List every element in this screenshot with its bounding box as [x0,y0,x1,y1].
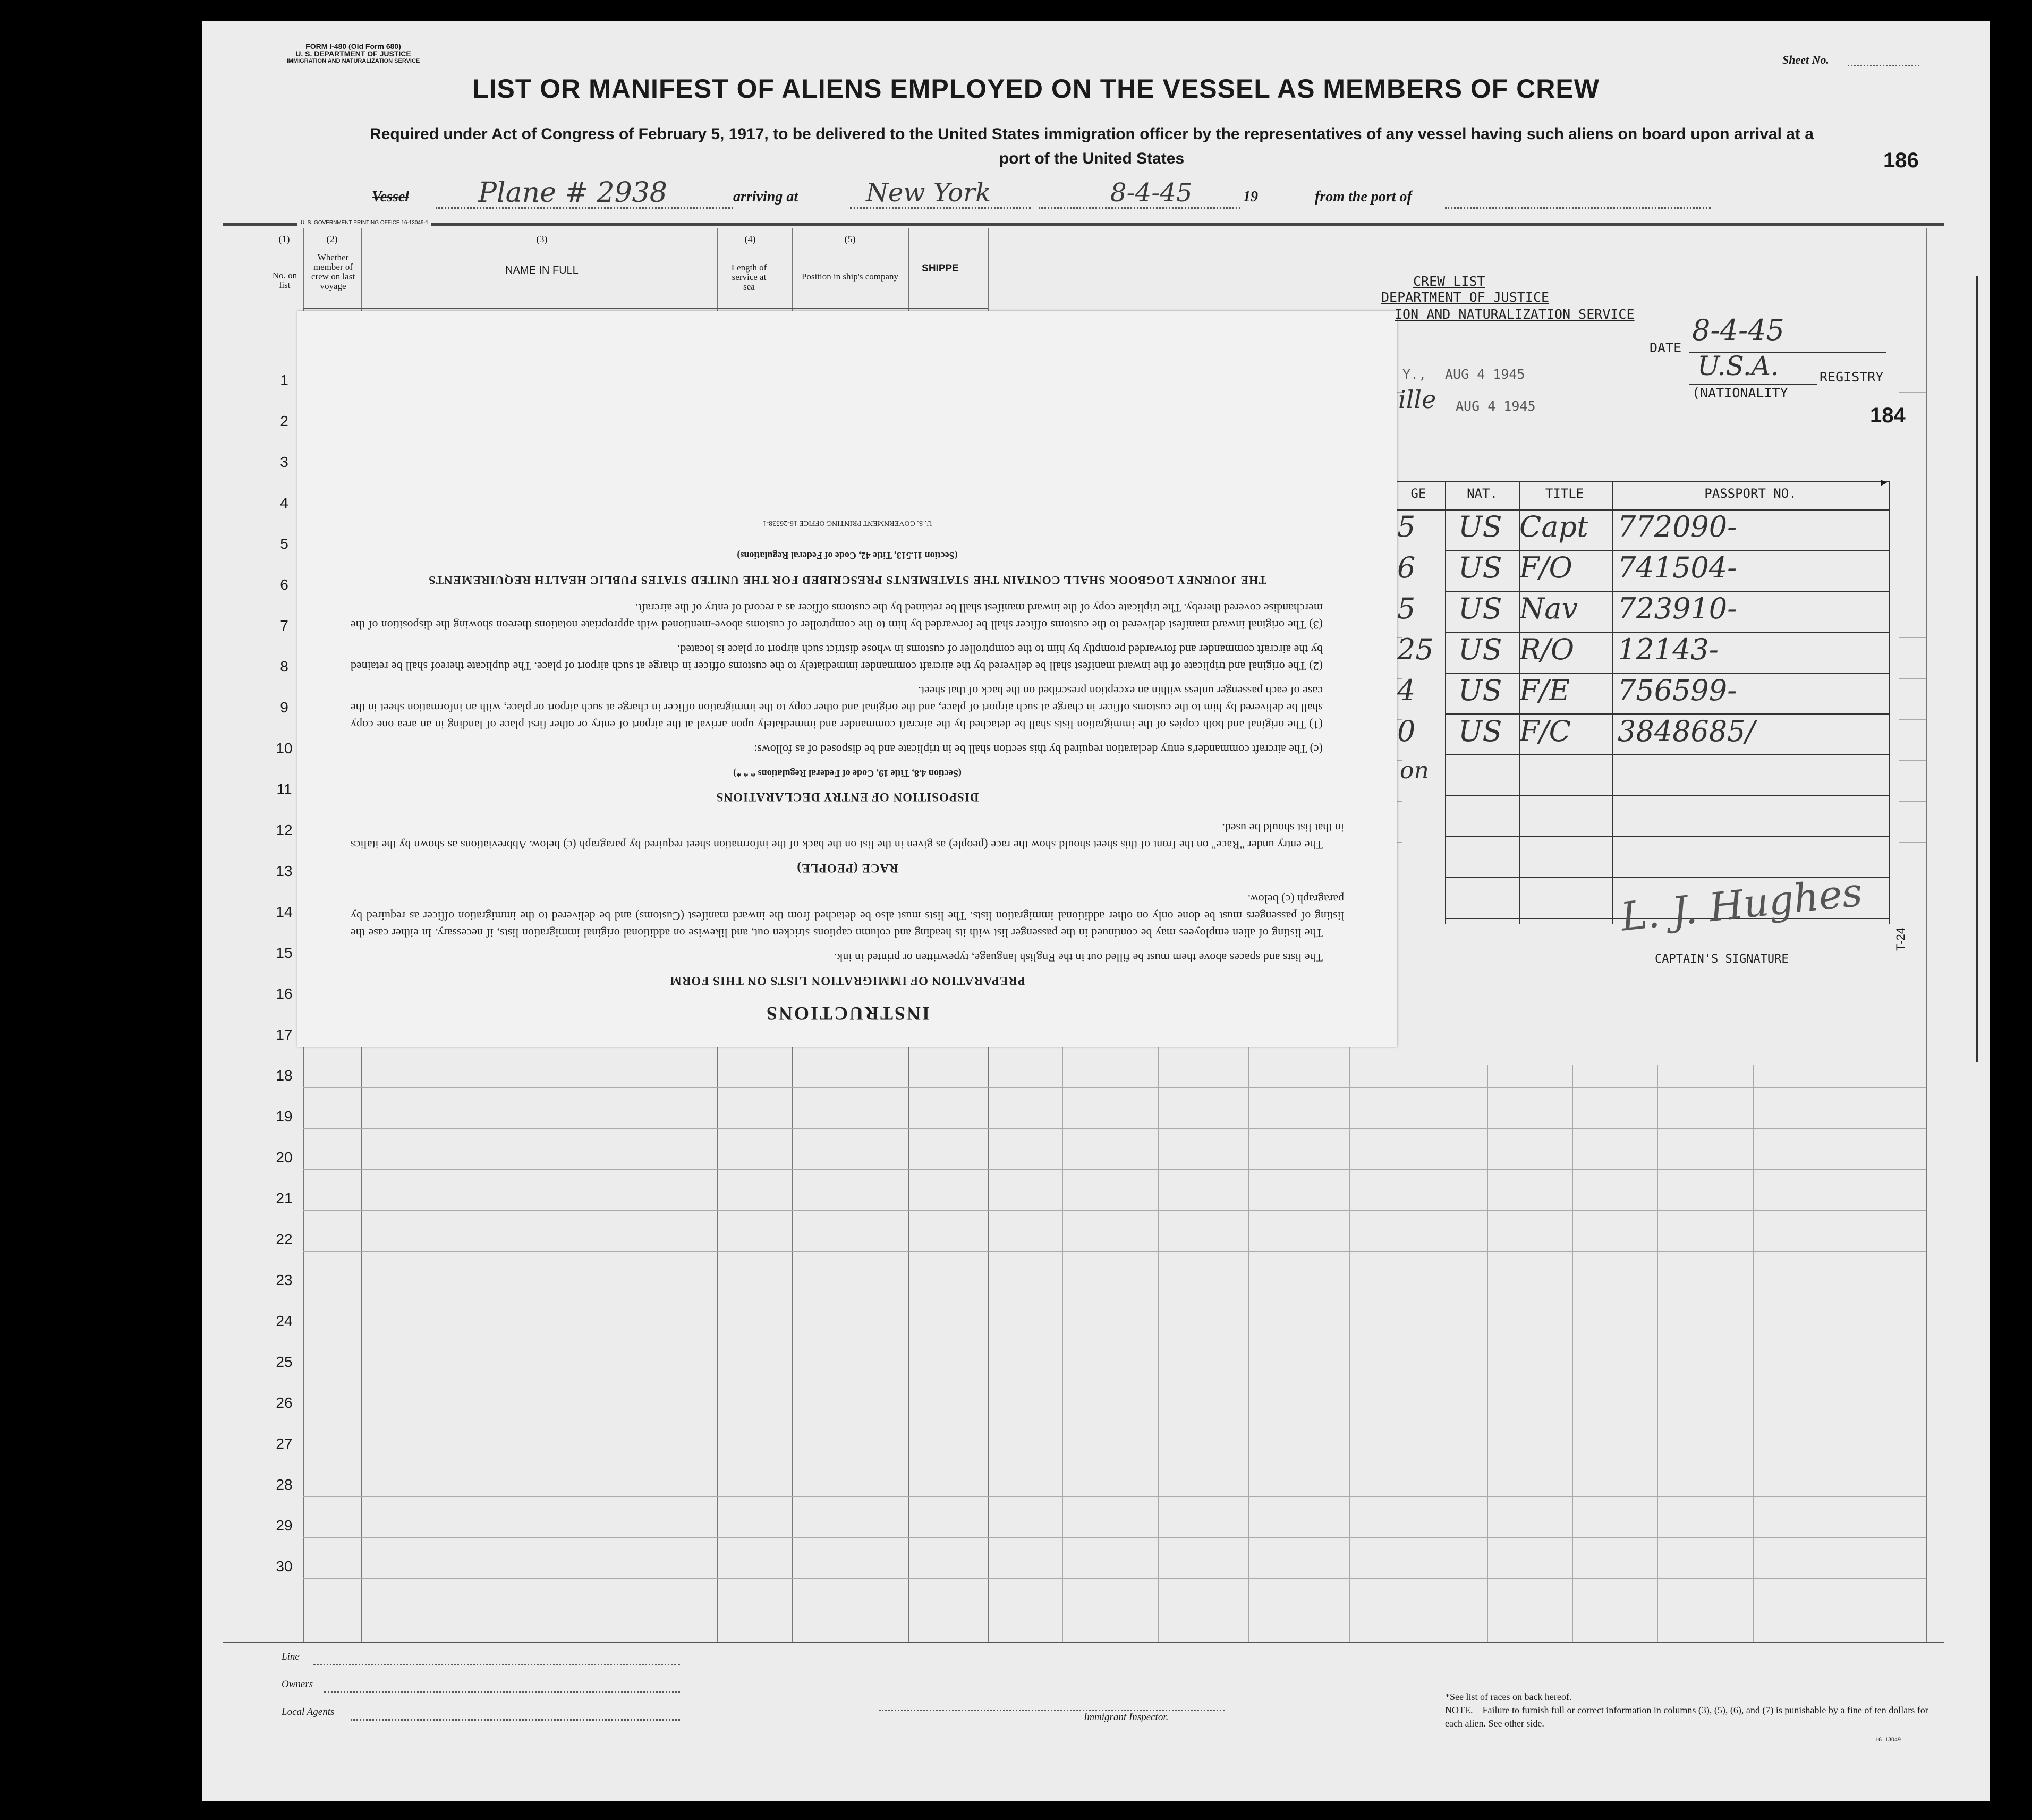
subtitle-line-2: port of the United States [999,150,1185,167]
stamp-prefix: Y., [1402,367,1427,382]
header-bottom-rule [303,308,988,309]
row-number: 12 [276,822,293,838]
inspector-signature-line [879,1710,1225,1711]
vessel-underline [436,207,733,209]
row-number: 14 [276,904,293,920]
instructions-title: INSTRUCTIONS [764,1003,930,1024]
nationality-underline [1689,384,1817,385]
crew-passport: 3848685/ [1618,715,1755,748]
subtitle-line-1: Required under Act of Congress of February 5, 1917, to be delivered to the United States immigration officer by the representatives of any vessel having such aliens on board upon arrival at a [370,125,1814,143]
crew-row-rule [1445,836,1889,837]
crew-title: Capt [1519,510,1588,543]
crew-table-top [1397,481,1889,482]
row-number: 9 [280,699,288,716]
row-number: 15 [276,945,293,961]
row-number: 13 [276,863,293,879]
instructions-overlay [297,311,1397,1047]
instruction-item: (2) The original and triplicate of the inward manifest shall be delivered by the aircraft commander immediately to the customs officer in charge at such airport of place. The duplicate thereof shall be retained by the aircraft commander and forwarded promptly by him to the comptroller of customs in whose district such airport or place is located. [351,643,1323,673]
row-number: 23 [276,1272,293,1288]
row-number: 29 [276,1517,293,1534]
column-divider [1062,1047,1063,1642]
crew-col-divider [1889,481,1890,924]
instruction-item: (1) The original and both copies of the immigration lists shall be detached by the aircraft commander and immediately upon arrival at the airport of entry or other first place of landing in an area one copy shall be delivered by him to the customs officer in charge at such airport of place, and the original and other copy to the immigration officer in charge at such airport or place, with an information sheet in the case of each passenger unless within an exception prescribed on the back of that sheet. [351,684,1323,732]
instructions-rotated [297,311,1397,1047]
note-label: NOTE. [1445,1705,1473,1715]
regulation-citation: (Section 11.513, Title 42, Code of Federal Regulations) [737,550,958,561]
row-rule [303,1169,1926,1170]
crew-extra-text: on [1400,757,1429,784]
captain-signature: L. J. Hughes [1618,869,1865,940]
row-number: 25 [276,1354,293,1370]
crew-title: Nav [1519,592,1578,625]
instruction-paragraph: The listing of alien employees may be continued in the passenger list with its heading and column captions stricken out, and likewise on additional original immigration lists, if necessary. In either case the listing of passengers must be done only on other additional immigration lists. The lists must also be detached from the inward manifest (Customs) and be delivered to the immigration officer as required by paragraph (c) below. [351,892,1344,940]
instructions-gpo: U. S. GOVERNMENT PRINTING OFFICE 16-26538-1 [762,519,932,527]
crew-table-arrow: ▸ [1881,475,1888,489]
failure-note [1445,1704,1934,1730]
sheet-number-label: Sheet No. [1782,53,1829,66]
from-port-label: from the port of [1315,189,1412,205]
crew-list-sheet [1402,274,1899,1065]
crew-nationality: US [1458,551,1502,584]
inspector-label: Immigrant Inspector. [1084,1712,1169,1723]
crew-list-service: ION AND NATURALIZATION SERVICE [1395,307,1635,322]
arriving-value: New York [866,178,991,208]
arriving-label: arriving at [733,189,798,205]
crew-age: 5 [1397,510,1416,543]
row-number: 17 [276,1026,293,1043]
crew-title: F/O [1519,551,1572,584]
col1-header: No. on list [272,270,297,290]
row-rule [303,1496,1926,1497]
crew-nationality: US [1458,592,1502,625]
row-number: 18 [276,1067,293,1084]
gpo-line: U. S. GOVERNMENT PRINTING OFFICE 16-13049-1 [297,220,431,226]
owners-field [324,1691,680,1693]
column-divider [1753,1047,1754,1642]
row-rule [303,1087,1926,1088]
row-rule [303,1537,1926,1538]
crew-age: 4 [1397,674,1416,707]
crew-header-passport: PASSPORT NO. [1704,486,1797,501]
service-name: IMMIGRATION AND NATURALIZATION SERVICE [286,58,420,64]
crew-header-title: TITLE [1545,486,1584,501]
row-number: 27 [276,1435,293,1452]
port-underline [1445,207,1711,209]
arriving-underline [850,207,1031,209]
crew-age: 0 [1397,715,1416,748]
col5-header: Position in ship's company [801,271,899,282]
row-number: 30 [276,1558,293,1575]
prep-heading: PREPARATION OF IMMIGRATION LISTS ON THIS FORM [669,974,1025,988]
column-divider [1657,1047,1658,1642]
footer-rule [223,1642,1944,1643]
row-rule [303,1251,1926,1252]
stamp-prefix: ille [1398,385,1436,414]
disposition-heading: DISPOSITION OF ENTRY DECLARATIONS [716,790,979,804]
table-right-edge [1926,228,1927,1642]
regulation-citation: (Section 4.8, Title 19, Code of Federal Regulations * * *) [733,768,962,779]
crew-row-rule [1445,795,1889,796]
row-number: 21 [276,1190,293,1206]
date-stamp: AUG 4 1945 [1456,398,1536,414]
column-divider [1572,1047,1573,1642]
race-note: *See list of races on back hereof. [1445,1691,1572,1702]
footer-form-code: 16–13049 [1875,1736,1901,1743]
crew-passport: 12143- [1618,633,1719,666]
row-rule [303,1578,1926,1579]
crew-list-department: DEPARTMENT OF JUSTICE [1381,290,1550,305]
col3-number: (3) [536,234,548,244]
crew-date-label: DATE [1650,340,1682,355]
form-number: FORM I-480 (Old Form 680) [305,42,401,50]
vessel-line [372,177,1487,215]
crew-date-value: 8-4-45 [1692,313,1784,347]
local-agents-field [351,1719,680,1721]
column-divider [1349,1047,1350,1642]
page-title: LIST OR MANIFEST OF ALIENS EMPLOYED ON THE VESSEL AS MEMBERS OF CREW [472,74,1600,104]
arrival-date: 8-4-45 [1110,178,1193,208]
crew-age: 25 [1397,633,1434,666]
line-label: Line [282,1651,300,1662]
col3-header: NAME IN FULL [505,265,579,276]
col4-number: (4) [744,234,756,244]
crew-passport: 756599- [1618,674,1737,707]
row-number: 16 [276,985,293,1002]
race-heading: RACE (PEOPLE) [796,862,898,875]
row-number: 28 [276,1476,293,1493]
col1-number: (1) [278,234,290,244]
row-number: 1 [280,372,288,388]
crew-passport: 772090- [1618,510,1737,543]
row-number: 4 [280,495,288,511]
note-text: —Failure to furnish full or correct information in columns (3), (5), (6), and (7) is punishable by a fine of ten dollars for each alien. See other side. [1445,1705,1928,1729]
column-divider [1487,1047,1488,1642]
instruction-paragraph: The entry under "Race" on the front of this sheet should show the race (people) as given in the list on the back of the information sheet required by paragraph (c) below. Abbreviations as shown by the italics in that list should be used. [351,821,1344,852]
instruction-paragraph: (c) The aircraft commander's entry declaration required by this section shall be in triplicate and be disposed of as follows: [754,743,1323,756]
row-number: 3 [280,454,288,470]
subtitle [297,122,1886,171]
instruction-item: (3) The original inward manifest delivered to the customs officer shall be forwarded by him to the comptroller of customs above-mentioned with appropriate notations thereon showing the disposition of the merchandise covered thereby. The triplicate copy of the inward manifest shall be retained by the customs officer as a record of entry of the aircraft. [351,601,1323,632]
instruction-paragraph: The lists and spaces above them must be filled out in the English language, typewritten or printed in ink. [834,951,1323,964]
row-number: 22 [276,1231,293,1247]
date-underline [1039,207,1240,209]
registry-label: REGISTRY [1820,369,1884,385]
row-number: 20 [276,1149,293,1166]
crew-age: 5 [1397,592,1416,625]
col2-number: (2) [326,234,338,244]
form-identifier [274,42,433,65]
crew-passport: 741504- [1618,551,1737,584]
signature-label: CAPTAIN'S SIGNATURE [1655,952,1789,966]
crew-title: F/C [1519,715,1571,748]
row-rule [303,1128,1926,1129]
row-number: 19 [276,1108,293,1125]
crew-list-title: CREW LIST [1413,274,1485,289]
crew-title: R/O [1519,633,1575,666]
row-number: 10 [276,740,293,756]
page-number: 186 [1883,149,1919,172]
crew-header-age: GE [1410,486,1426,501]
row-number: 2 [280,413,288,429]
crew-col-divider [1445,481,1446,924]
header-rule [223,223,1944,226]
crew-row-rule [1445,754,1889,755]
crew-form-code: T-24 [1894,927,1907,951]
row-number: 6 [280,576,288,593]
crew-nationality: US [1458,510,1502,543]
vessel-label: Vessel [372,189,409,205]
row-number: 5 [280,535,288,552]
col5-number: (5) [844,234,856,244]
column-divider [1248,1047,1249,1642]
row-number: 24 [276,1313,293,1329]
year-label: 19 [1243,189,1258,205]
crew-nationality: US [1458,674,1502,707]
line-field [313,1664,680,1665]
crew-passport: 723910- [1618,592,1737,625]
crew-nationality: US [1458,715,1502,748]
logbook-statement: THE JOURNEY LOGBOOK SHALL CONTAIN THE STATEMENTS PRESCRIBED FOR THE UNITED STATES PUBLIC HEALTH REQUIREMENTS [428,574,1266,587]
crew-title: F/E [1519,674,1570,707]
row-number: 26 [276,1394,293,1411]
vessel-value: Plane # 2938 [478,177,667,209]
nationality-label: (NATIONALITY [1692,385,1788,401]
crew-header-nat: NAT. [1467,486,1498,501]
department-name: U. S. DEPARTMENT OF JUSTICE [295,49,411,58]
crew-age: 6 [1397,551,1416,584]
owners-label: Owners [282,1679,313,1690]
column-divider [1158,1047,1159,1642]
crew-page-number: 184 [1870,404,1906,427]
crew-nationality: US [1458,633,1502,666]
sheet-number-line [1848,65,1919,66]
local-agents-label: Local Agents [282,1706,335,1717]
nationality-value: U.S.A. [1697,351,1779,381]
row-number: 7 [280,617,288,634]
row-number: 8 [280,658,288,675]
crew-col-divider [1612,481,1613,924]
col6-header: SHIPPE [922,263,959,274]
row-number: 11 [276,781,292,797]
col2-header: Whether member of crew on last voyage [311,252,355,291]
row-rule [303,1210,1926,1211]
date-stamp: AUG 4 1945 [1445,367,1525,382]
crew-list-edge [1976,276,1978,1062]
col4-header: Length of service at sea [731,262,767,292]
